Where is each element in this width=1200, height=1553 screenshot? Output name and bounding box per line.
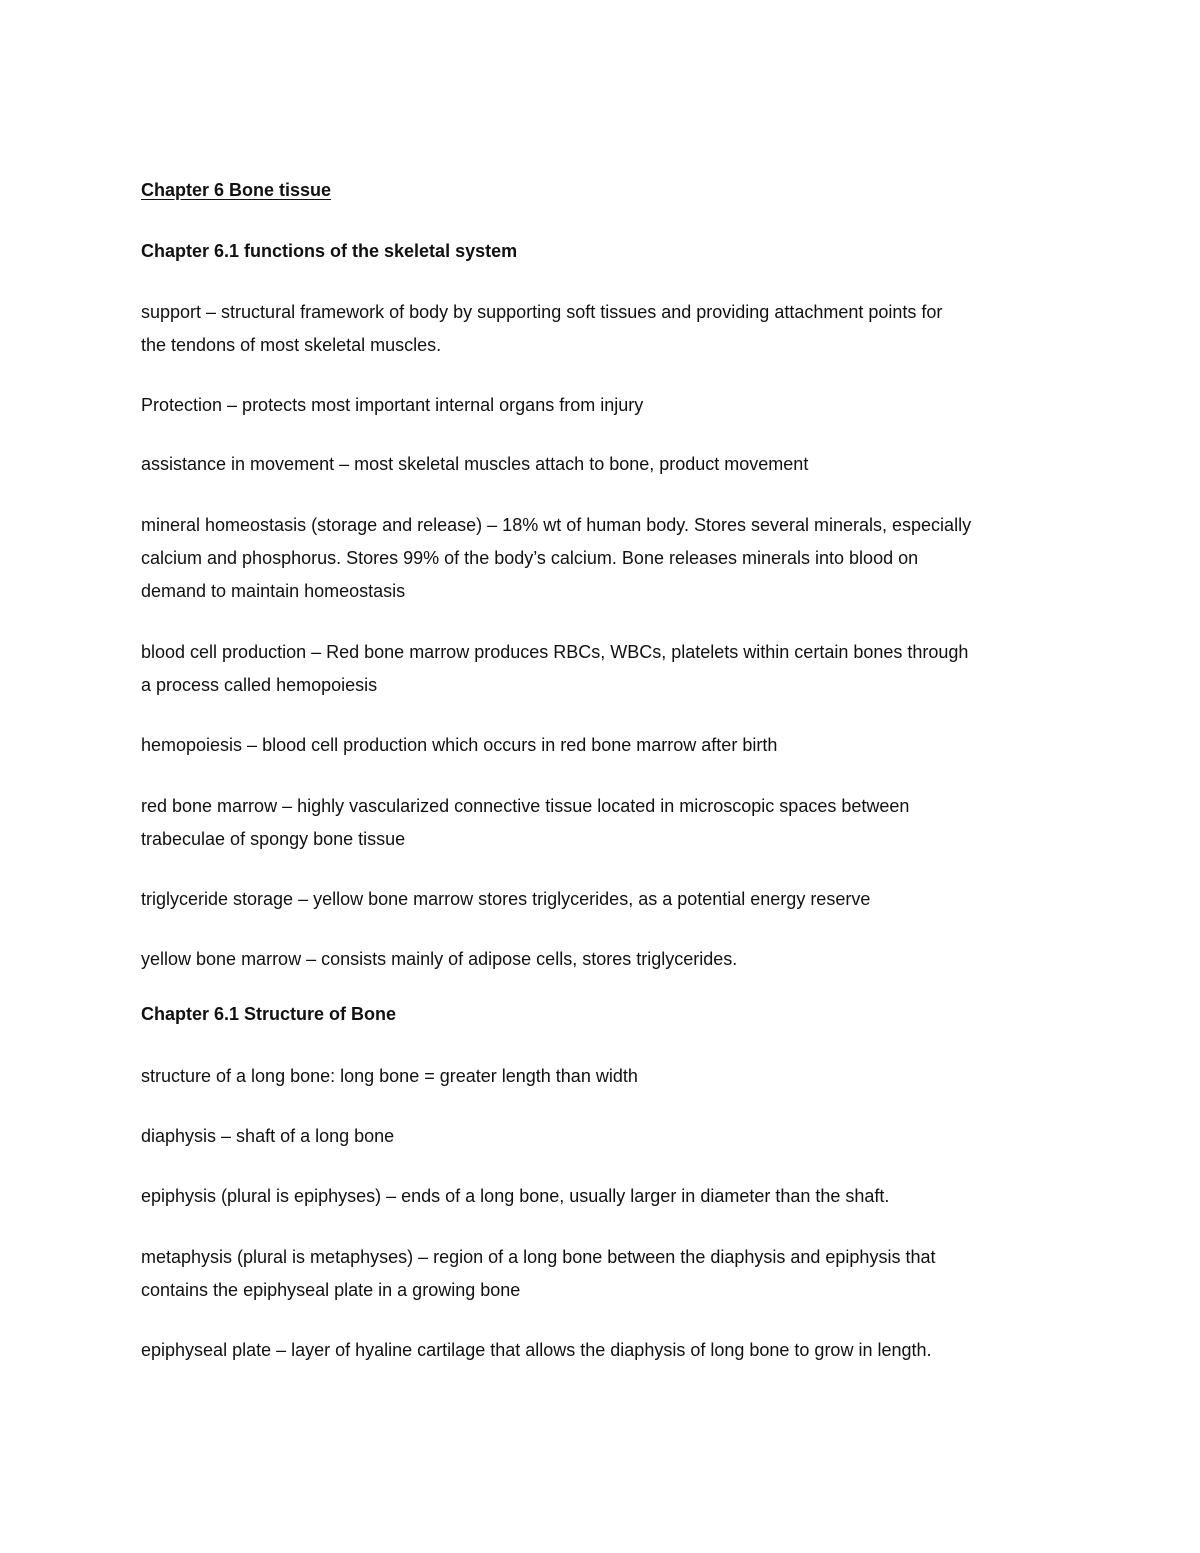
paragraph-movement: assistance in movement – most skeletal muscles attach to bone, product movement	[141, 454, 809, 474]
paragraph-blood-line1: blood cell production – Red bone marrow produces RBCs, WBCs, platelets within certain bones through	[141, 642, 969, 662]
section-heading-functions: Chapter 6.1 functions of the skeletal system	[141, 241, 518, 261]
paragraph-protection: Protection – protects most important internal organs from injury	[141, 395, 644, 415]
document-title: Chapter 6 Bone tissue	[141, 180, 332, 200]
paragraph-epiphysis: epiphysis (plural is epiphyses) – ends of a long bone, usually larger in diameter than the shaft.	[141, 1186, 890, 1206]
paragraph-long-bone: structure of a long bone: long bone = greater length than width	[141, 1066, 638, 1086]
paragraph-triglyceride: triglyceride storage – yellow bone marrow stores triglycerides, as a potential energy reserve	[141, 889, 871, 909]
paragraph-support-line2: the tendons of most skeletal muscles.	[141, 335, 442, 355]
paragraph-red-marrow-line2: trabeculae of spongy bone tissue	[141, 829, 406, 849]
paragraph-support-line1: support – structural framework of body by supporting soft tissues and providing attachment points for	[141, 302, 943, 322]
paragraph-metaphysis-line2: contains the epiphyseal plate in a growing bone	[141, 1280, 521, 1300]
paragraph-diaphysis: diaphysis – shaft of a long bone	[141, 1126, 395, 1146]
paragraph-mineral-line3: demand to maintain homeostasis	[141, 581, 406, 601]
paragraph-yellow-marrow: yellow bone marrow – consists mainly of adipose cells, stores triglycerides.	[141, 949, 738, 969]
paragraph-red-marrow-line1: red bone marrow – highly vascularized connective tissue located in microscopic spaces between	[141, 796, 910, 816]
paragraph-mineral-line2: calcium and phosphorus. Stores 99% of the body’s calcium. Bone releases minerals into blood on	[141, 548, 919, 568]
paragraph-mineral-line1: mineral homeostasis (storage and release) – 18% wt of human body. Stores several minerals, especially	[141, 515, 972, 535]
paragraph-metaphysis-line1: metaphysis (plural is metaphyses) – region of a long bone between the diaphysis and epiphysis that	[141, 1247, 936, 1267]
section-heading-structure: Chapter 6.1 Structure of Bone	[141, 1004, 397, 1024]
paragraph-epiphyseal-plate: epiphyseal plate – layer of hyaline cartilage that allows the diaphysis of long bone to grow in length.	[141, 1340, 932, 1360]
paragraph-hemopoiesis: hemopoiesis – blood cell production which occurs in red bone marrow after birth	[141, 735, 778, 755]
paragraph-blood-line2: a process called hemopoiesis	[141, 675, 378, 695]
